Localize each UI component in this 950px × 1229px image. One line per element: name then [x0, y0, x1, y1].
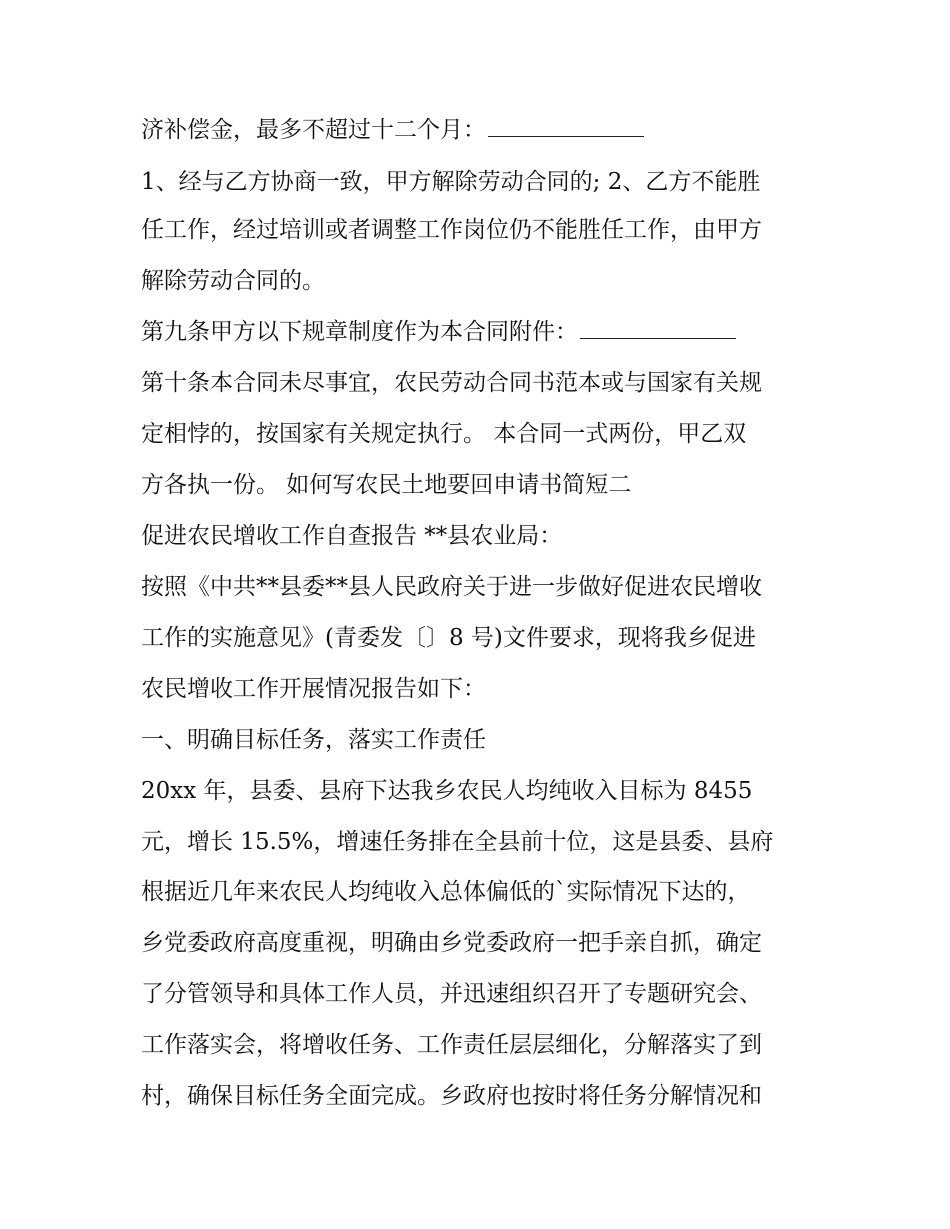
- text-line-14: 20xx 年，县委、县府下达我乡农民人均纯收入目标为 8455: [141, 778, 753, 804]
- text-line-4: 解除劳动合同的。: [141, 268, 325, 294]
- text-line-12: 农民增收工作开展情况报告如下：: [141, 676, 486, 702]
- text-line-17: 乡党委政府高度重视，明确由乡党委政府一把手亲自抓，确定: [141, 930, 762, 956]
- text-line-2: 1、经与乙方协商一致，甲方解除劳动合同的; 2、乙方不能胜: [141, 169, 761, 195]
- text-line-8: 方各执一份。 如何写农民土地要回申请书简短二: [141, 472, 632, 498]
- text-line-7: 定相悖的，按国家有关规定执行。 本合同一式两份，甲乙双: [141, 421, 747, 447]
- text-line-18: 了分管领导和具体工作人员，并迅速组织召开了专题研究会、: [141, 981, 762, 1007]
- text-line-20: 村，确保目标任务全面完成。乡政府也按时将任务分解情况和: [141, 1083, 762, 1109]
- text-line-13: 一、明确目标任务，落实工作责任: [141, 727, 486, 753]
- text-line-10: 按照《中共**县委**县人民政府关于进一步做好促进农民增收: [141, 574, 762, 600]
- text-line-9: 促进农民增收工作自查报告 **县农业局：: [141, 523, 563, 549]
- text-line-5: 第九条甲方以下规章制度作为本合同附件：: [141, 316, 736, 348]
- text-line-19: 工作落实会，将增收任务、工作责任层层细化，分解落实了到: [141, 1032, 762, 1058]
- fill-in-blank: [580, 316, 736, 339]
- text-line-11: 工作的实施意见》(青委发〔〕8 号)文件要求，现将我乡促进: [141, 625, 756, 651]
- text-line-1: 济补偿金，最多不超过十二个月：: [141, 114, 644, 146]
- text-line-16: 根据近几年来农民人均纯收入总体偏低的`实际情况下达的，: [141, 879, 751, 905]
- text-line-3: 任工作，经过培训或者调整工作岗位仍不能胜任工作，由甲方: [141, 217, 762, 243]
- text-line-15: 元，增长 15.5%，增速任务排在全县前十位，这是县委、县府: [141, 829, 774, 855]
- text-line-6: 第十条本合同未尽事宜，农民劳动合同书范本或与国家有关规: [141, 370, 762, 396]
- fill-in-blank: [488, 114, 644, 137]
